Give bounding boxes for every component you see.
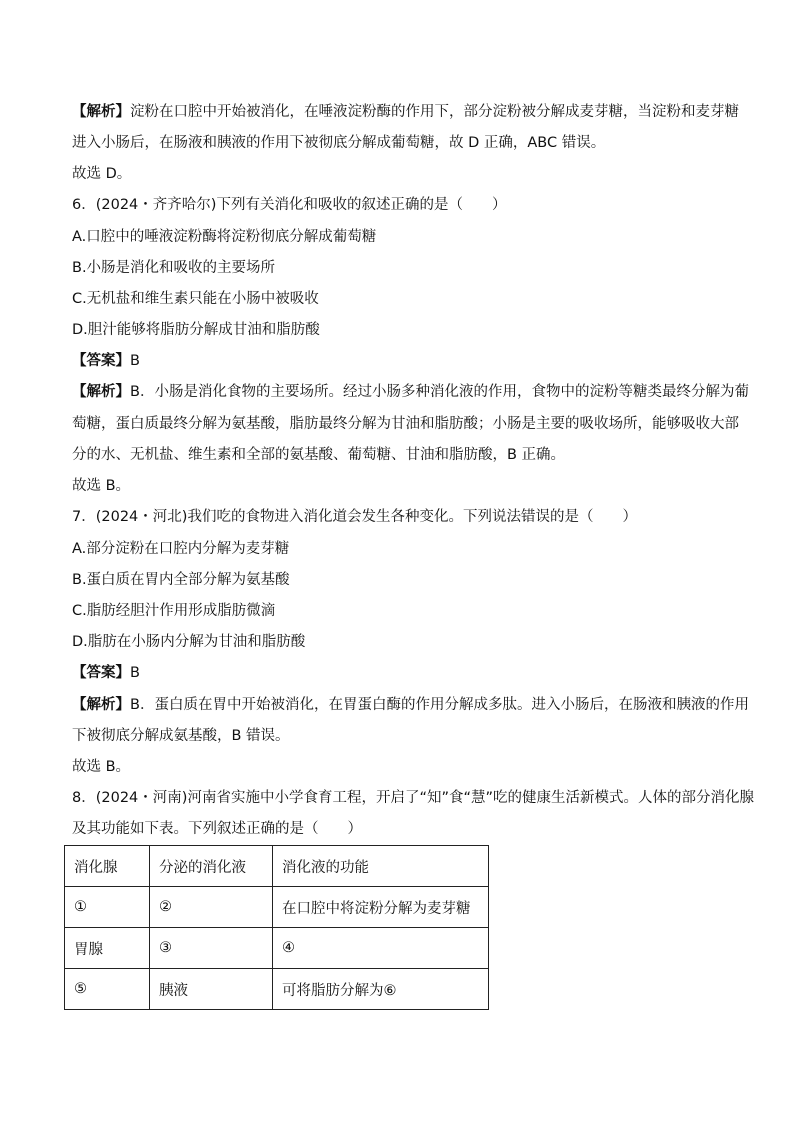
q7-option-b: B.蛋白质在胃内全部分解为氨基酸 (72, 572, 290, 588)
answer-tag: 【答案】 (72, 665, 130, 681)
q6-option-a: A.口腔中的唾液淀粉酶将淀粉彻底分解成葡萄糖 (72, 229, 377, 245)
table-cell: 在口腔中将淀粉分解为麦芽糖 (273, 887, 489, 928)
q6-option-b: B.小肠是消化和吸收的主要场所 (72, 260, 276, 276)
q5-choose: 故选 D。 (72, 166, 132, 182)
q7-choose: 故选 B。 (72, 759, 131, 775)
table-cell: ② (150, 887, 273, 928)
table-row (65, 969, 489, 1010)
analysis-tag: 【解析】 (72, 384, 130, 400)
table-cell: 胰液 (150, 969, 273, 1010)
q7-answer (72, 663, 140, 683)
table-cell: ⑤ (65, 969, 150, 1010)
analysis-text: B．小肠是消化食物的主要场所。经过小肠多种消化液的作用，食物中的淀粉等糖类最终分解为葡 (130, 384, 749, 400)
q6-analysis-line-1 (72, 382, 749, 402)
answer-value: B (130, 353, 140, 369)
q6-option-d: D.胆汁能够将脂肪分解成甘油和脂肪酸 (72, 322, 320, 338)
answer-value: B (130, 665, 140, 681)
analysis-text: 淀粉在口腔中开始被消化，在唾液淀粉酶的作用下，部分淀粉被分解成麦芽糖，当淀粉和麦芽糖 (130, 104, 739, 120)
analysis-text: B．蛋白质在胃中开始被消化，在胃蛋白酶的作用分解成多肽。进入小肠后，在肠液和胰液的作用 (130, 697, 749, 713)
q6-analysis-line-3: 分的水、无机盐、维生素和全部的氨基酸、葡萄糖、甘油和脂肪酸，B 正确。 (72, 447, 566, 463)
table-cell: 可将脂肪分解为⑥ (273, 969, 489, 1010)
table-cell: 胃腺 (65, 928, 150, 969)
q6-stem: 6．(2024・齐齐哈尔)下列有关消化和吸收的叙述正确的是（ ） (72, 197, 507, 213)
q8-stem-line-2: 及其功能如下表。下列叙述正确的是（ ） (72, 821, 362, 837)
q7-stem: 7．(2024・河北)我们吃的食物进入消化道会发生各种变化。下列说法错误的是（ ） (72, 509, 637, 525)
table-cell: ④ (273, 928, 489, 969)
q6-option-c: C.无机盐和维生素只能在小肠中被吸收 (72, 291, 319, 307)
table-header-cell: 消化液的功能 (273, 846, 489, 887)
table-row (65, 928, 489, 969)
analysis-tag: 【解析】 (72, 104, 130, 120)
q6-analysis-line-2: 萄糖，蛋白质最终分解为氨基酸，脂肪最终分解为甘油和脂肪酸；小肠是主要的吸收场所，能够吸收大部 (72, 416, 739, 432)
q5-analysis-line-1 (72, 102, 739, 122)
q7-option-c: C.脂肪经胆汁作用形成脂肪微滴 (72, 603, 276, 619)
q7-analysis-line-1 (72, 695, 749, 715)
table-header-row (65, 846, 489, 887)
answer-tag: 【答案】 (72, 353, 130, 369)
q8-stem-line-1: 8．(2024・河南)河南省实施中小学食育工程，开启了“知”食“慧”吃的健康生活新模式。人体的部分消化腺 (72, 790, 754, 806)
table-header-cell: 消化腺 (65, 846, 150, 887)
q7-option-d: D.脂肪在小肠内分解为甘油和脂肪酸 (72, 634, 306, 650)
table-row (65, 887, 489, 928)
analysis-tag: 【解析】 (72, 697, 130, 713)
table-header-cell: 分泌的消化液 (150, 846, 273, 887)
q5-analysis-line-2: 进入小肠后，在肠液和胰液的作用下被彻底分解成葡萄糖，故 D 正确，ABC 错误。 (72, 135, 606, 151)
table-cell: ③ (150, 928, 273, 969)
table-cell: ① (65, 887, 150, 928)
q6-answer (72, 351, 140, 371)
q7-option-a: A.部分淀粉在口腔内分解为麦芽糖 (72, 541, 290, 557)
digestive-gland-table (64, 845, 489, 1010)
q7-analysis-line-2: 下被彻底分解成氨基酸，B 错误。 (72, 728, 290, 744)
q6-choose: 故选 B。 (72, 478, 131, 494)
